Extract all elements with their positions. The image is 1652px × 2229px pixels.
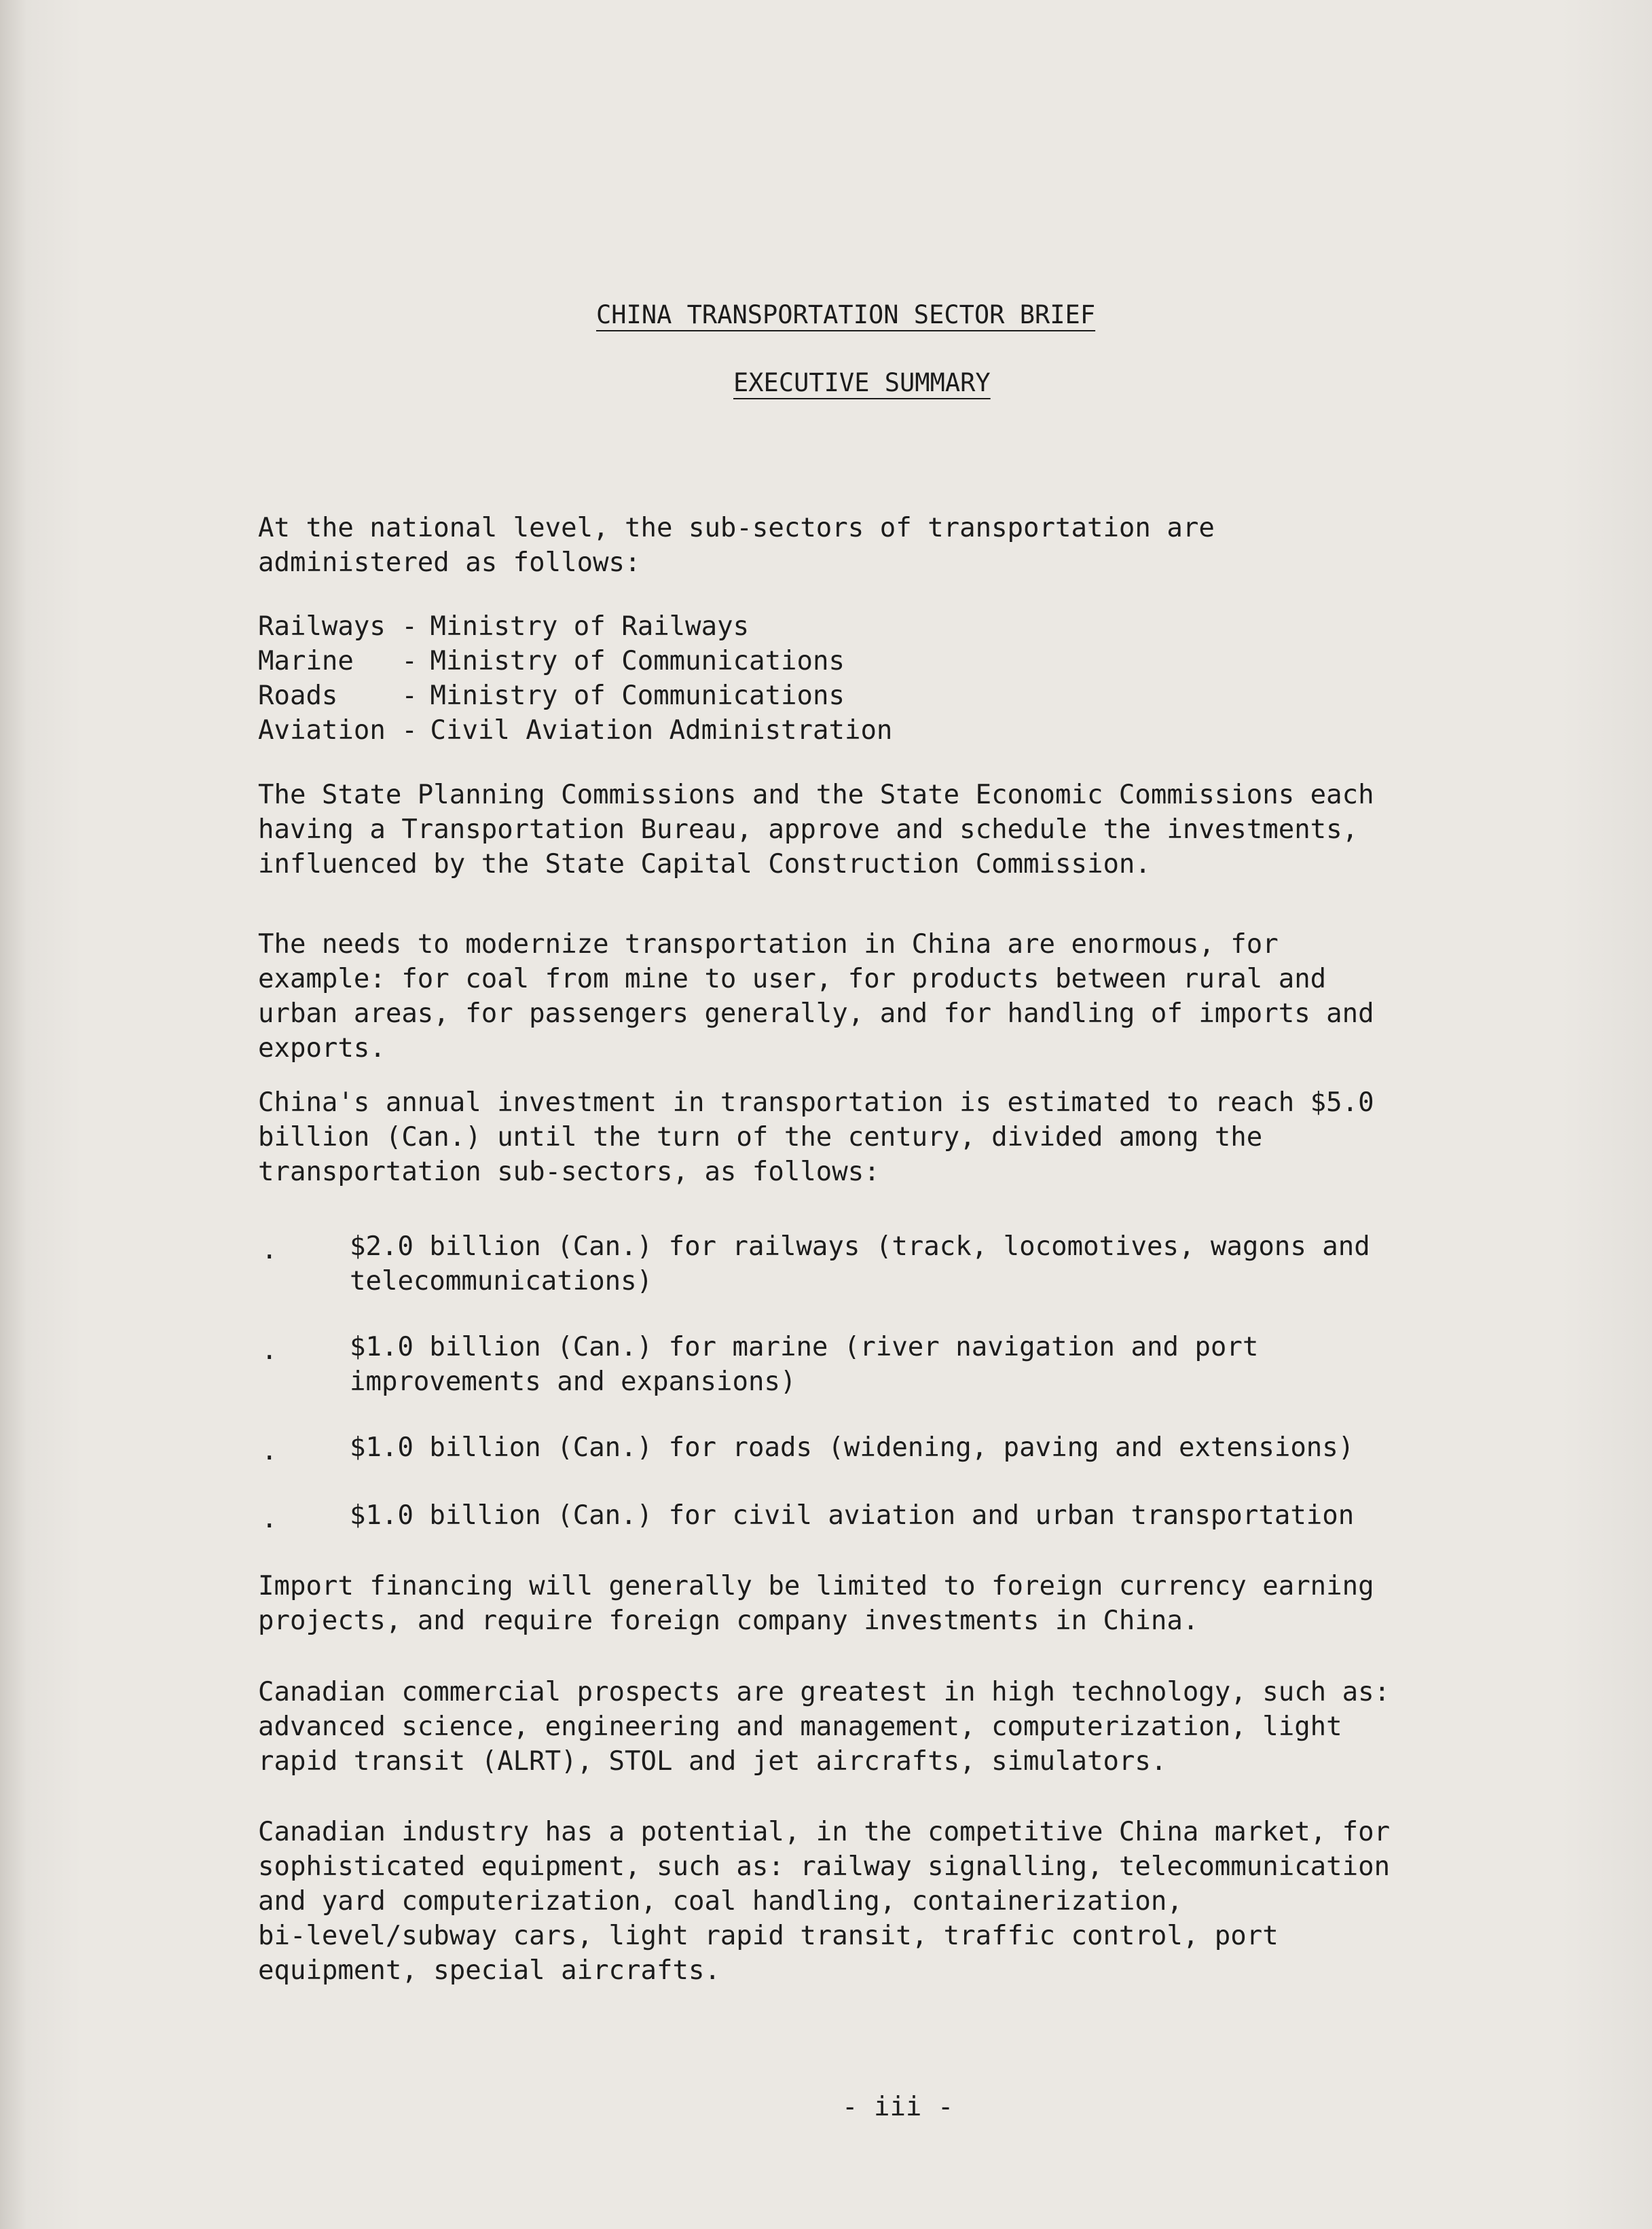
paragraph-planning: The State Planning Commissions and the State Economic Commissions each having a Transportation Bureau, approve and schedule the investments, influenced by the State Capital Construction Commission. <box>258 780 1374 880</box>
admin-sector: Railways - <box>258 611 418 642</box>
admin-body: Civil Aviation Administration <box>430 715 893 746</box>
bullet-marker: . <box>261 1504 278 1534</box>
admin-body: Ministry of Communications <box>430 646 845 676</box>
paragraph-intro: At the national level, the sub-sectors of transportation are administered as follows: <box>258 513 1215 578</box>
bullet-item-roads: $1.0 billion (Can.) for roads (widening, paving and extensions) <box>350 1432 1355 1463</box>
document-title: CHINA TRANSPORTATION SECTOR BRIEF <box>596 300 1096 329</box>
admin-row-railways <box>258 609 749 644</box>
admin-sector: Marine - <box>258 646 418 676</box>
bullet-marker: . <box>261 1235 278 1265</box>
paragraph-needs: The needs to modernize transportation in China are enormous, for example: for coal from mine to user, for products between rural and urban areas, for passengers generally, and for handling of imports and exports. <box>258 929 1374 1064</box>
admin-body: Ministry of Communications <box>430 681 845 711</box>
admin-sector: Roads - <box>258 681 418 711</box>
page-number: - iii - <box>842 2092 954 2122</box>
admin-body: Ministry of Railways <box>430 611 750 642</box>
section-heading: EXECUTIVE SUMMARY <box>733 368 991 397</box>
paragraph-financing: Import financing will generally be limited to foreign currency earning projects, and require foreign company investments in China. <box>258 1571 1374 1636</box>
admin-row-marine <box>258 644 845 678</box>
bullet-item-marine: $1.0 billion (Can.) for marine (river navigation and port improvements and expansions) <box>350 1332 1259 1397</box>
paragraph-prospects: Canadian commercial prospects are greatest in high technology, such as: advanced science, engineering and management, computerization, light rapid transit (ALRT), STOL and jet aircrafts, simulators. <box>258 1677 1391 1777</box>
admin-row-roads <box>258 678 845 713</box>
paragraph-investment: China's annual investment in transportation is estimated to reach $5.0 billion (Can.) until the turn of the century, divided among the transportation sub-sectors, as follows: <box>258 1087 1374 1187</box>
bullet-item-railways: $2.0 billion (Can.) for railways (track, locomotives, wagons and telecommunications) <box>350 1231 1370 1297</box>
bullet-marker: . <box>261 1436 278 1466</box>
bullet-marker: . <box>261 1335 278 1366</box>
admin-sector: Aviation - <box>258 715 418 746</box>
admin-row-aviation <box>258 713 892 748</box>
paragraph-industry: Canadian industry has a potential, in the competitive China market, for sophisticated equipment, such as: railway signalling, telecommunication and yard computerization, coal handling, containerization, bi-level/subway cars, light rapid transit, traffic control, port equipment, special aircrafts. <box>258 1817 1391 1986</box>
bullet-item-aviation: $1.0 billion (Can.) for civil aviation and urban transportation <box>350 1500 1355 1531</box>
